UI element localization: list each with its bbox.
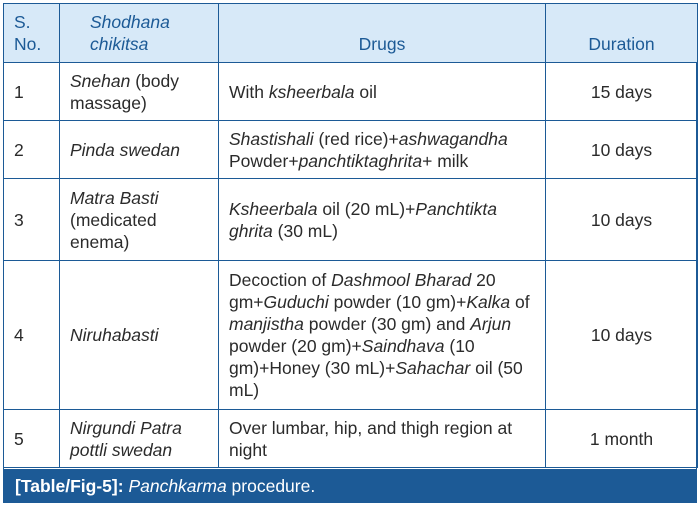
header-duration: Duration	[546, 4, 698, 63]
cell-procedure: Nirgundi Patra pottli swedan	[60, 410, 219, 468]
panchkarma-table	[3, 3, 698, 468]
cell-sno: 4	[4, 261, 60, 410]
table-row	[4, 179, 698, 261]
cell-procedure: Matra Basti (medicated enema)	[60, 179, 219, 261]
cell-duration: 1 month	[546, 410, 698, 468]
table-row	[4, 410, 698, 468]
caption-title-italic: Panchkarma	[128, 476, 227, 496]
cell-sno: 5	[4, 410, 60, 468]
table-row	[4, 63, 698, 121]
cell-drugs: Decoction of Dashmool Bharad 20 gm+Guduchi powder (10 gm)+Kalka of manjistha powder (30 gm) and Arjun powder (20 gm)+Saindhava (10 gm)+Honey (30 mL)+Sahachar oil (50 mL)	[219, 261, 546, 410]
table-caption	[3, 469, 697, 503]
cell-drugs: Over lumbar, hip, and thigh region at night	[219, 410, 546, 468]
table-body	[4, 63, 698, 468]
cell-drugs: Ksheerbala oil (20 mL)+Panchtikta ghrita (30 mL)	[219, 179, 546, 261]
cell-duration: 10 days	[546, 121, 698, 179]
cell-drugs: Shastishali (red rice)+ashwagandha Powder+panchtiktaghrita+ milk	[219, 121, 546, 179]
cell-drugs: With ksheerbala oil	[219, 63, 546, 121]
table-header	[4, 4, 698, 63]
cell-sno: 2	[4, 121, 60, 179]
header-row	[4, 4, 698, 63]
cell-sno: 3	[4, 179, 60, 261]
header-procedure: Shodhana chikitsa	[60, 4, 219, 63]
table-row	[4, 261, 698, 410]
cell-procedure: Niruhabasti	[60, 261, 219, 410]
cell-duration: 10 days	[546, 261, 698, 410]
caption-title-rest: procedure.	[226, 476, 316, 496]
cell-procedure: Snehan (body massage)	[60, 63, 219, 121]
table-row	[4, 121, 698, 179]
cell-procedure: Pinda swedan	[60, 121, 219, 179]
header-sno: S. No.	[4, 4, 60, 63]
cell-duration: 15 days	[546, 63, 698, 121]
cell-duration: 10 days	[546, 179, 698, 261]
caption-label: [Table/Fig-5]:	[15, 476, 124, 496]
header-drugs: Drugs	[219, 4, 546, 63]
cell-sno: 1	[4, 63, 60, 121]
